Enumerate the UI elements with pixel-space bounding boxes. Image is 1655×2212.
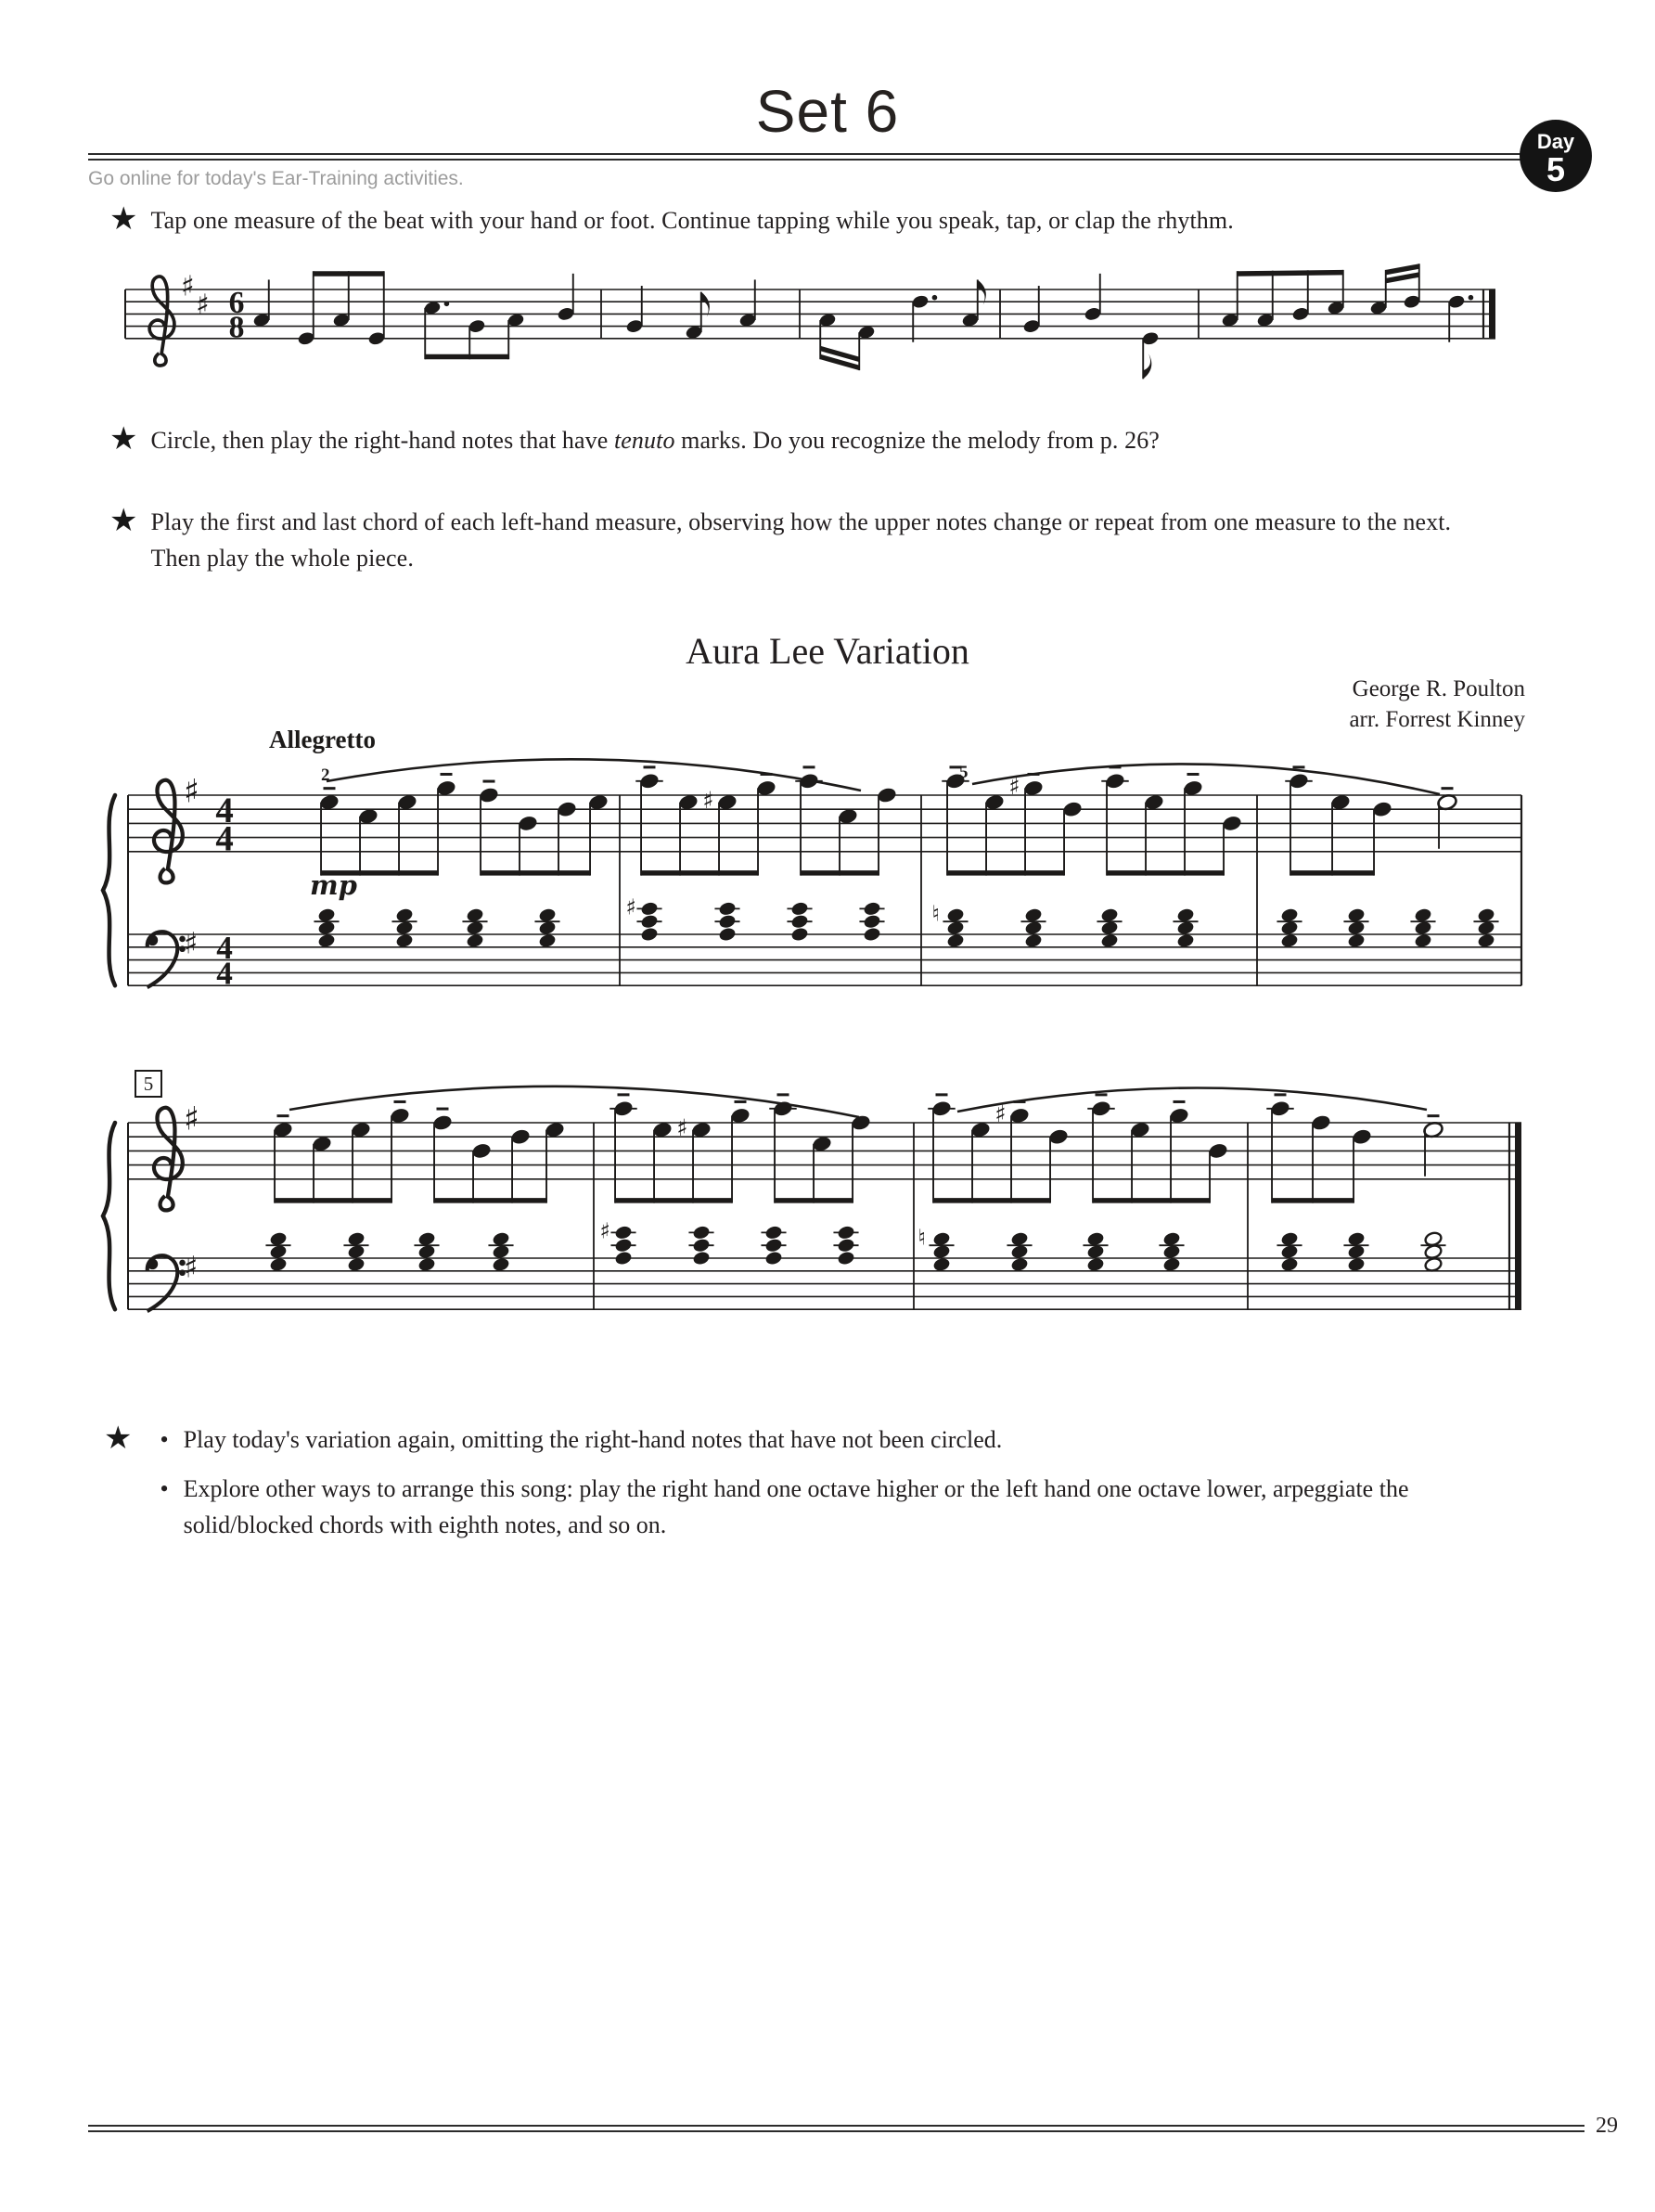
closing-bullets — [104, 1421, 1501, 1556]
grand-staff-system-2 — [88, 1041, 1572, 1357]
svg-text:♯: ♯ — [184, 927, 199, 961]
arranger: arr. Forrest Kinney — [1349, 707, 1525, 732]
svg-text:♮: ♮ — [931, 900, 940, 927]
svg-text:Allegretto: Allegretto — [269, 726, 376, 753]
instruction-circle-text — [150, 422, 1159, 458]
svg-text:♮: ♮ — [917, 1224, 926, 1251]
instruction-chords-text: Play the first and last chord of each left-hand measure, observing how the upper notes change or repeat from one measure to the next. Then play the whole piece. — [150, 508, 1452, 572]
instruction-circle-em: tenuto — [613, 427, 675, 454]
svg-text:♯: ♯ — [196, 289, 210, 322]
svg-text:♯: ♯ — [702, 787, 714, 815]
closing-bullet-1-text: Play today's variation again, omitting the right-hand notes that have not been circled. — [183, 1426, 1003, 1453]
svg-text:♯: ♯ — [184, 1251, 199, 1285]
star-icon: ★ — [109, 502, 138, 539]
instruction-tap — [109, 202, 1538, 238]
day-badge-label: Day — [1536, 130, 1575, 153]
svg-text:♯: ♯ — [184, 1100, 199, 1138]
closing-bullet-1 — [160, 1421, 1500, 1458]
svg-text:♯: ♯ — [181, 270, 195, 303]
instruction-tap-text: Tap one measure of the beat with your hand or foot. Continue tapping while you speak, tap, or clap the rhythm. — [150, 207, 1234, 234]
instruction-chords — [109, 504, 1454, 576]
star-icon: ★ — [109, 200, 138, 238]
svg-text:♯: ♯ — [994, 1100, 1007, 1127]
svg-text:♯: ♯ — [1008, 772, 1020, 800]
instruction-circle — [109, 422, 1538, 458]
piece-title: Aura Lee Variation — [686, 630, 969, 672]
svg-text:4: 4 — [216, 955, 233, 992]
star-icon: ★ — [104, 1420, 133, 1457]
svg-text:5: 5 — [143, 1073, 154, 1095]
closing-bullet-2-text: Explore other ways to arrange this song: play the right hand one octave higher or the left hand one octave lower, arpeggiate the solid/blocked chords with eighth notes, and so on. — [183, 1475, 1409, 1538]
svg-text:2: 2 — [321, 765, 330, 785]
svg-text:mp: mp — [310, 869, 357, 901]
composer: George R. Poulton — [1352, 676, 1525, 701]
page-title: Set 6 — [755, 77, 900, 145]
svg-text:♯: ♯ — [676, 1114, 688, 1142]
svg-text:♯: ♯ — [184, 773, 199, 811]
svg-text:4: 4 — [216, 930, 233, 967]
footer-divider — [88, 2125, 1584, 2132]
instruction-circle-pre: Circle, then play the right-hand notes that have — [150, 427, 614, 454]
bullet-icon: • — [160, 1426, 169, 1453]
svg-text:4: 4 — [215, 818, 234, 859]
closing-bullet-2 — [160, 1471, 1500, 1543]
svg-text:♯: ♯ — [599, 1217, 610, 1244]
grand-staff-system-1 — [88, 713, 1572, 1023]
svg-text:8: 8 — [228, 310, 245, 345]
svg-text:6: 6 — [228, 285, 245, 320]
star-icon: ★ — [109, 420, 138, 457]
bullet-icon: • — [160, 1475, 169, 1502]
rhythm-staff-notation — [102, 237, 1549, 404]
page-number: 29 — [1596, 2114, 1618, 2138]
header-divider — [88, 153, 1527, 161]
svg-text:4: 4 — [215, 790, 234, 830]
svg-text:5: 5 — [959, 763, 969, 782]
instruction-circle-post: marks. Do you recognize the melody from p. 26? — [674, 427, 1160, 454]
day-badge — [1520, 120, 1592, 192]
day-badge-number: 5 — [1546, 150, 1566, 188]
svg-text:♯: ♯ — [625, 894, 636, 920]
online-note: Go online for today's Ear-Training activities. — [88, 168, 464, 189]
